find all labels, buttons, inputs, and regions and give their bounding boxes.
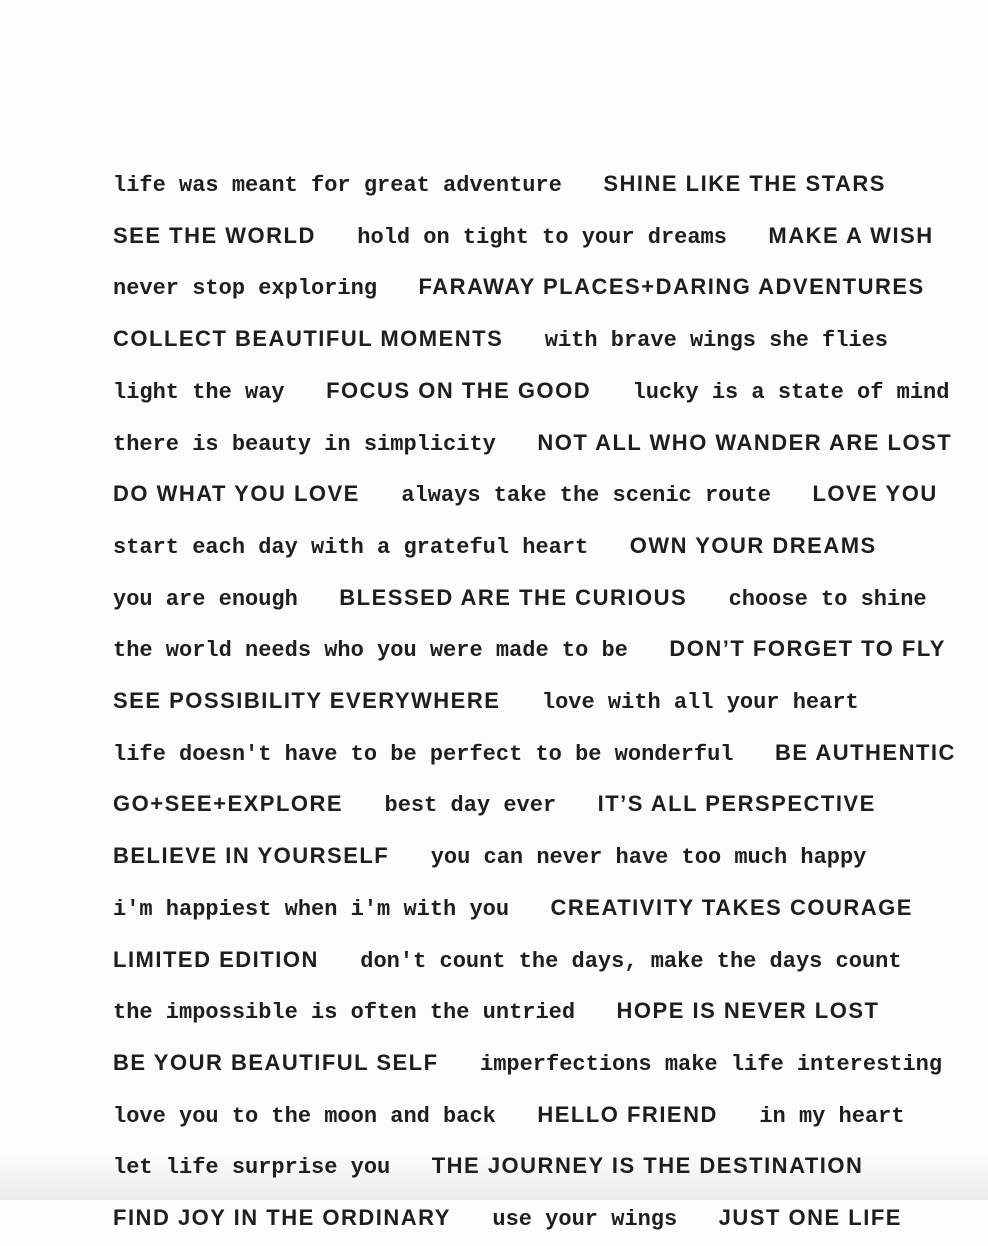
text-line-8	[113, 522, 958, 574]
text-line-15	[113, 884, 958, 936]
phrase-lower: love you to the moon and back	[113, 1103, 496, 1129]
phrase-lower: don't count the days, make the days count	[360, 948, 902, 974]
phrase-upper: JUST ONE LIFE	[718, 1205, 902, 1231]
phrase-upper: LOVE YOU	[812, 481, 938, 507]
phrase-upper: FOCUS ON THE GOOD	[326, 377, 592, 403]
phrase-lower: with brave wings she flies	[544, 328, 889, 354]
phrase-lower: light the way	[113, 379, 285, 405]
phrase-lower: use your wings	[492, 1207, 678, 1233]
text-line-3	[113, 263, 958, 315]
phrase-upper: MAKE A WISH	[768, 222, 934, 248]
phrase-upper: GO+SEE+EXPLORE	[113, 791, 344, 817]
phrase-upper: SHINE LIKE THE STARS	[603, 171, 886, 196]
text-line-14	[113, 832, 958, 884]
text-line-5	[113, 367, 958, 419]
phrase-upper: CREATIVITY TAKES COURAGE	[550, 894, 913, 920]
phrase-upper: DON’T FORGET TO FLY	[669, 636, 946, 662]
text-line-21	[113, 1194, 958, 1246]
phrase-upper: HOPE IS NEVER LOST	[616, 998, 880, 1024]
text-line-6	[113, 419, 958, 471]
phrase-lower: best day ever	[384, 793, 557, 819]
phrase-lower: there is beauty in simplicity	[113, 431, 496, 457]
text-line-1	[113, 160, 958, 212]
text-line-18	[113, 1039, 958, 1091]
phrase-lower: life doesn't have to be perfect to be wonderful	[113, 741, 734, 767]
text-line-19	[113, 1091, 958, 1143]
phrase-upper: HELLO FRIEND	[537, 1101, 718, 1127]
phrase-upper: SEE THE WORLD	[113, 222, 316, 248]
quote-poster	[113, 160, 958, 1246]
text-line-7	[113, 470, 958, 522]
text-line-11	[113, 677, 958, 729]
phrase-lower: in my heart	[759, 1103, 905, 1129]
phrase-upper: OWN YOUR DREAMS	[629, 532, 877, 558]
text-line-12	[113, 729, 958, 781]
phrase-upper: THE JOURNEY IS THE DESTINATION	[431, 1153, 864, 1179]
phrase-lower: never stop exploring	[113, 276, 378, 302]
phrase-lower: you are enough	[113, 586, 298, 612]
text-line-2	[113, 212, 958, 264]
text-line-20	[113, 1142, 958, 1194]
phrase-lower: start each day with a grateful heart	[113, 534, 589, 560]
phrase-lower: lucky is a state of mind	[632, 379, 950, 405]
text-line-13	[113, 780, 958, 832]
phrase-lower: always take the scenic route	[401, 483, 771, 509]
phrase-upper: COLLECT BEAUTIFUL MOMENTS	[113, 326, 504, 352]
phrase-lower: hold on tight to your dreams	[357, 224, 727, 250]
text-line-16	[113, 936, 958, 988]
phrase-upper: SEE POSSIBILITY EVERYWHERE	[113, 688, 501, 714]
phrase-upper: BELIEVE IN YOURSELF	[113, 843, 390, 869]
phrase-lower: the impossible is often the untried	[113, 1000, 576, 1026]
phrase-upper: NOT ALL WHO WANDER ARE LOST	[537, 429, 953, 455]
phrase-upper: FARAWAY PLACES+DARING ADVENTURES	[418, 274, 925, 300]
phrase-upper: BE AUTHENTIC	[774, 739, 956, 765]
phrase-upper: DO WHAT YOU LOVE	[113, 481, 360, 507]
phrase-lower: love with all your heart	[541, 690, 859, 716]
text-line-9	[113, 574, 958, 626]
phrase-lower: the world needs who you were made to be	[113, 638, 628, 664]
phrase-upper: IT’S ALL PERSPECTIVE	[597, 791, 876, 817]
phrase-lower: you can never have too much happy	[430, 845, 867, 871]
phrase-upper: FIND JOY IN THE ORDINARY	[113, 1205, 451, 1231]
phrase-lower: life was meant for great adventure	[113, 173, 562, 198]
text-line-10	[113, 625, 958, 677]
phrase-lower: imperfections make life interesting	[480, 1051, 943, 1077]
phrase-upper: BE YOUR BEAUTIFUL SELF	[113, 1049, 439, 1075]
phrase-upper: LIMITED EDITION	[113, 946, 319, 972]
phrase-lower: let life surprise you	[113, 1155, 391, 1181]
phrase-lower: i'm happiest when i'm with you	[113, 896, 510, 922]
text-line-4	[113, 315, 958, 367]
text-line-17	[113, 987, 958, 1039]
phrase-lower: choose to shine	[728, 586, 927, 612]
phrase-upper: BLESSED ARE THE CURIOUS	[339, 584, 688, 610]
